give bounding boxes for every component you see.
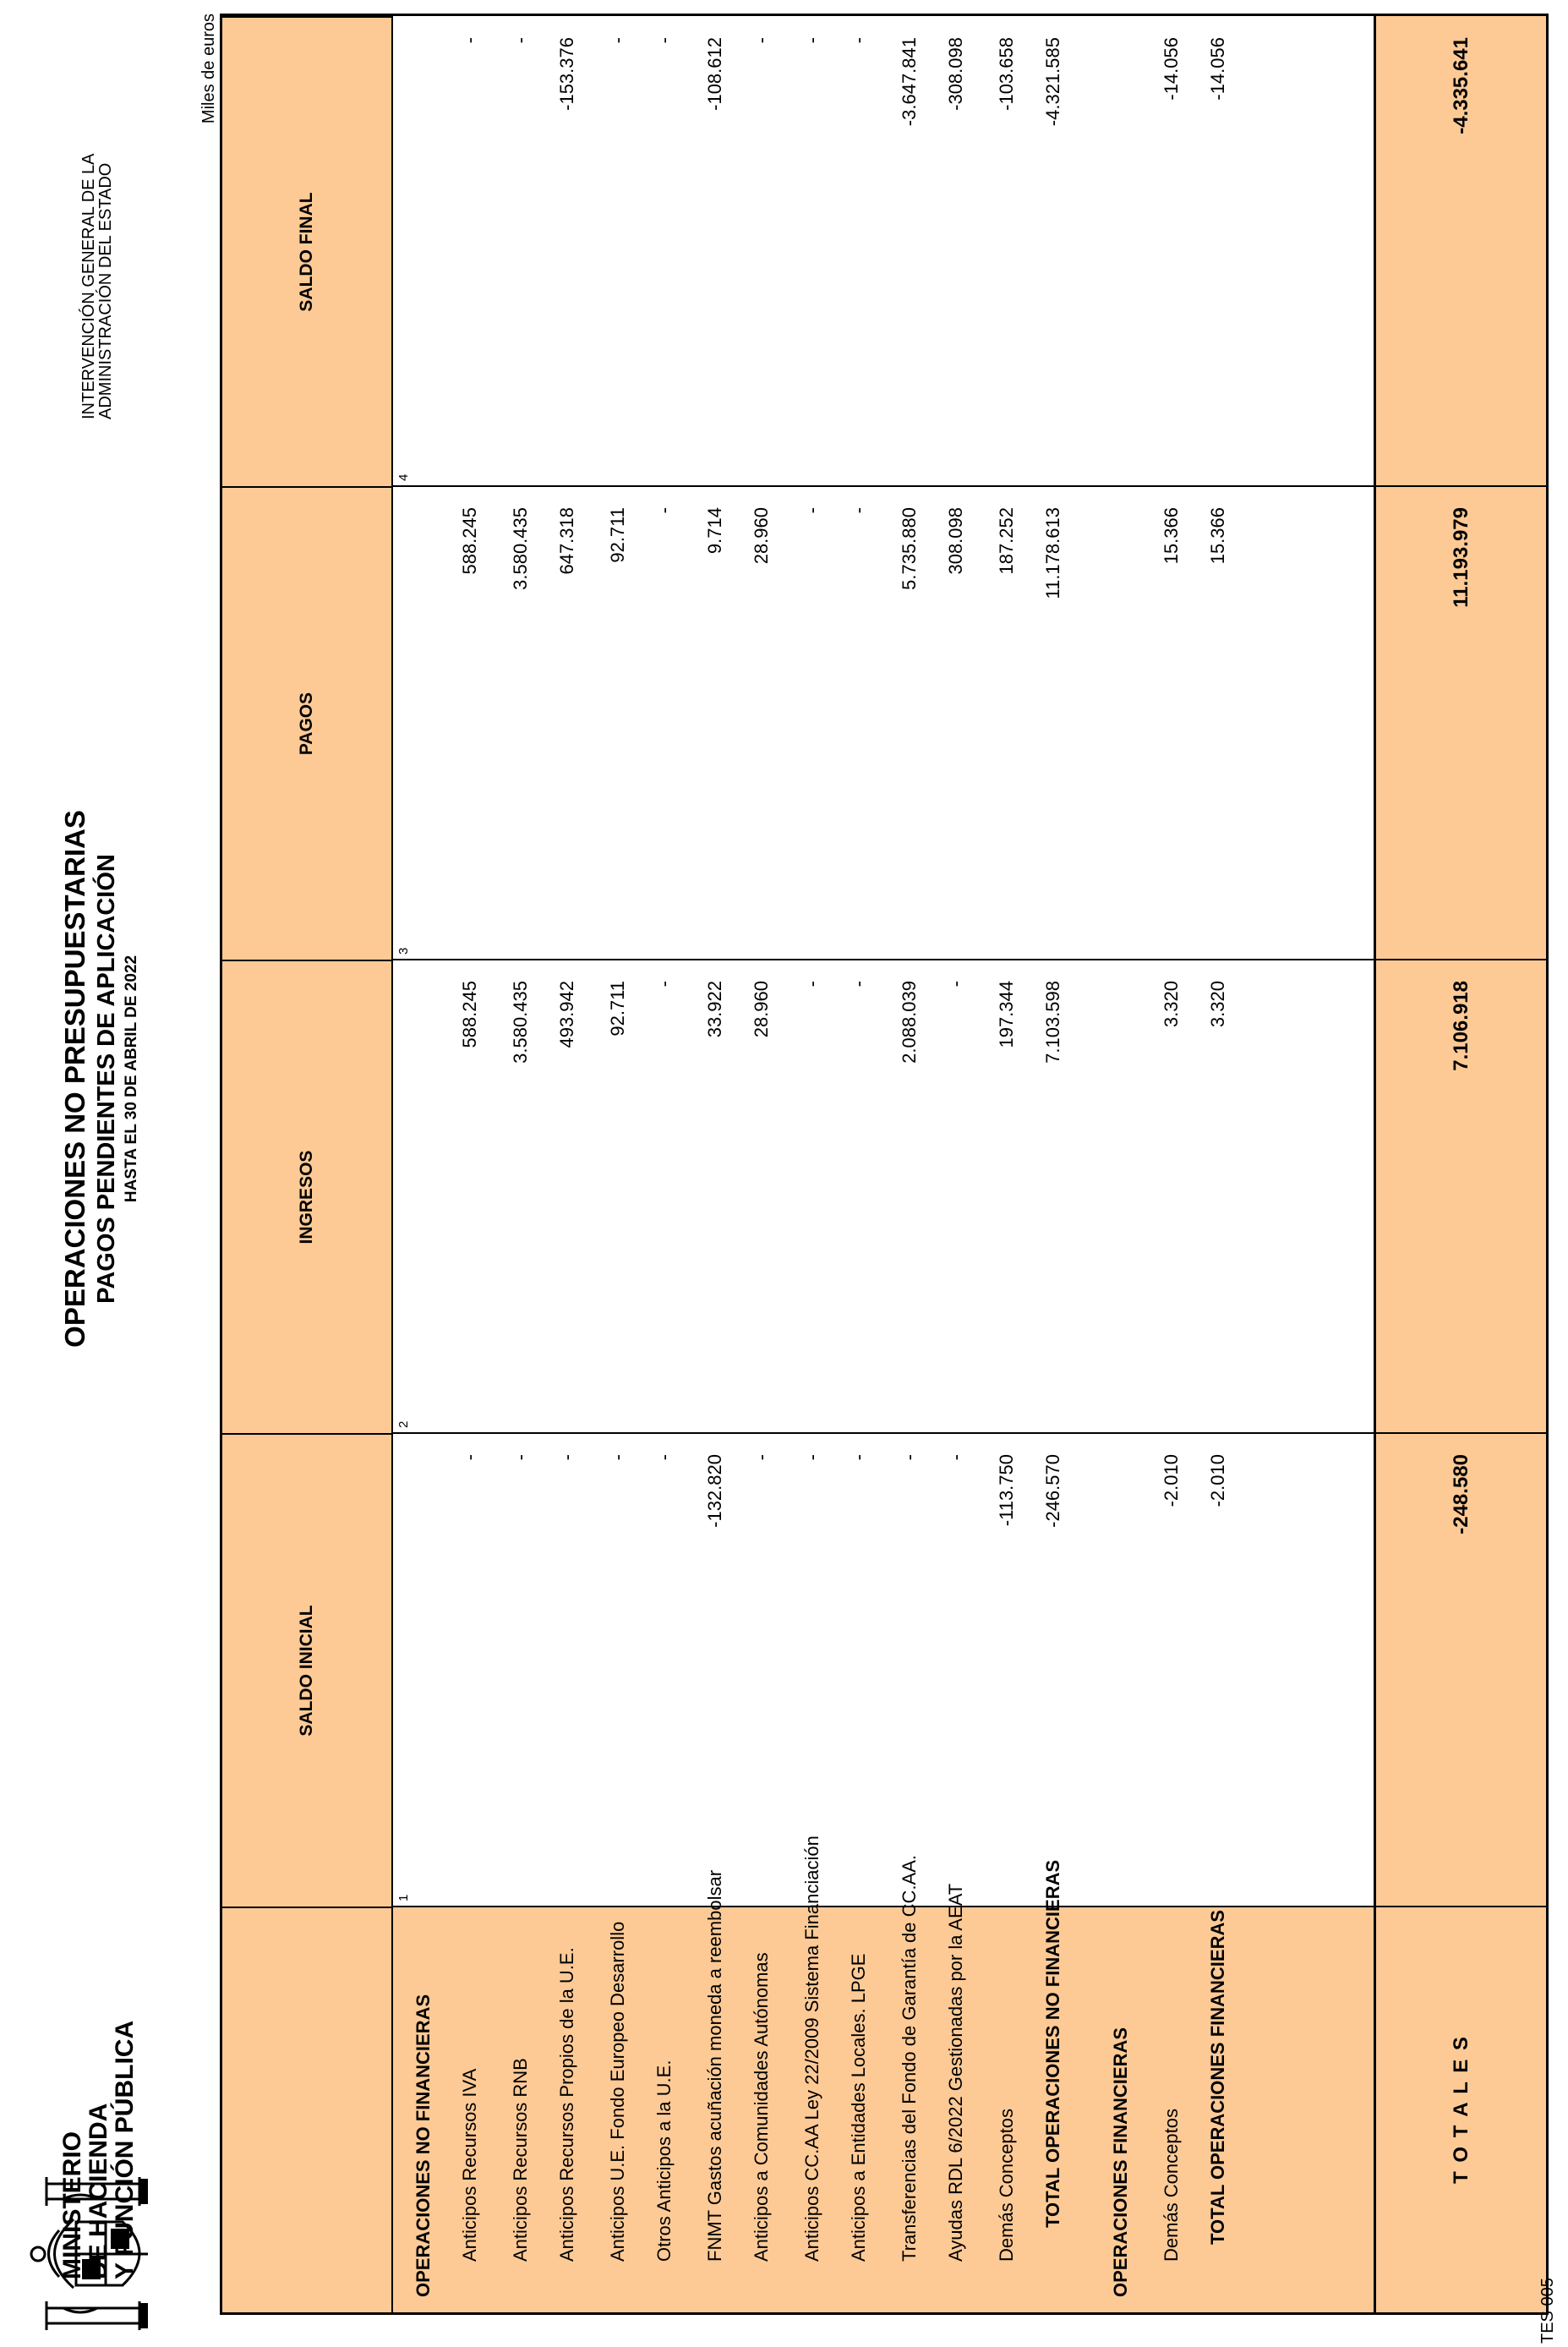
- table-row: [945, 16, 974, 2312]
- row-value: -: [653, 1454, 675, 1461]
- row-value: 308.098: [945, 507, 966, 575]
- row-value: -: [510, 1454, 531, 1461]
- header-label-cell: [222, 1907, 391, 2312]
- row-label: Ayudas RDL 6/2022 Gestionadas por la AEAT: [945, 1883, 966, 2262]
- total-saldo-inicial: -248.580: [1449, 1454, 1472, 1535]
- row-value: -: [899, 1454, 920, 1461]
- row-value: 15.366: [1161, 507, 1182, 565]
- total-pagos: 11.193.979: [1449, 507, 1472, 608]
- ministry-line-1: MINISTERIO: [58, 2131, 86, 2279]
- ministry-line-2: DE HACIENDA: [85, 2103, 112, 2279]
- row-value: -: [801, 1454, 822, 1461]
- row-value: -153.376: [556, 37, 577, 111]
- row-label: Demás Conceptos: [996, 2109, 1017, 2262]
- row-value: 3.320: [1207, 981, 1228, 1028]
- agency-line-1: INTERVENCIÓN GENERAL DE LA: [79, 153, 98, 419]
- row-value: 9.714: [704, 507, 725, 555]
- row-value: -: [945, 1454, 966, 1461]
- table-row: [459, 16, 488, 2312]
- row-value: -: [556, 1454, 577, 1461]
- row-label: Anticipos CC.AA Ley 22/2009 Sistema Financiación: [801, 1835, 822, 2262]
- row-value: -: [848, 507, 869, 514]
- row-value: -: [607, 37, 628, 44]
- header-pagos: PAGOS: [222, 486, 391, 960]
- row-value: 92.711: [607, 981, 628, 1037]
- table-row: [848, 16, 877, 2312]
- row-label: Anticipos a Comunidades Autónomas: [751, 1952, 772, 2262]
- row-value: -108.612: [704, 37, 725, 111]
- operations-table: [220, 14, 1549, 2315]
- ministry-line-3: Y FUNCIÓN PÚBLICA: [111, 2020, 139, 2279]
- table-row: [751, 16, 779, 2312]
- report-date: HASTA EL 30 DE ABRIL DE 2022: [123, 955, 140, 1203]
- row-value: -: [653, 507, 675, 514]
- row-label: Transferencias del Fondo de Garantía de CC.AA.: [899, 1855, 920, 2262]
- row-value: 11.178.613: [1042, 507, 1063, 599]
- table-row: [1161, 16, 1189, 2312]
- column-number: 3: [396, 947, 411, 955]
- row-value: 588.245: [459, 981, 480, 1048]
- agency-name: [80, 140, 114, 419]
- row-value: -: [801, 37, 822, 44]
- row-value: 2.088.039: [899, 981, 920, 1064]
- row-label: Anticipos U.E. Fondo Europeo Desarrollo: [607, 1921, 628, 2262]
- row-label: TOTAL OPERACIONES FINANCIERAS: [1207, 1909, 1228, 2245]
- row-label: Otros Anticipos a la U.E.: [653, 2060, 675, 2262]
- row-label: OPERACIONES FINANCIERAS: [1110, 2027, 1131, 2297]
- agency-line-2: ADMINISTRACIÓN DEL ESTADO: [96, 162, 115, 419]
- row-value: 92.711: [607, 507, 628, 563]
- row-value: -: [510, 37, 531, 44]
- row-value: -: [848, 1454, 869, 1461]
- row-value: -132.820: [704, 1454, 725, 1528]
- totals-label: T O T A L E S: [1449, 2035, 1472, 2184]
- row-label: Anticipos Recursos IVA: [459, 2068, 480, 2262]
- row-value: -: [653, 981, 675, 987]
- row-value: -: [607, 1454, 628, 1461]
- row-label: Anticipos Recursos RNB: [510, 2058, 531, 2262]
- row-value: 28.960: [751, 981, 772, 1038]
- row-value: 187.252: [996, 507, 1017, 575]
- row-value: 197.344: [996, 981, 1017, 1048]
- row-value: 493.942: [556, 981, 577, 1048]
- row-value: -: [945, 981, 966, 987]
- row-value: -2.010: [1161, 1454, 1182, 1507]
- row-label: TOTAL OPERACIONES NO FINANCIERAS: [1042, 1859, 1063, 2228]
- row-label: OPERACIONES NO FINANCIERAS: [412, 1994, 434, 2297]
- table-row: [653, 16, 682, 2312]
- row-value: -: [801, 507, 822, 514]
- table-row: [1110, 16, 1139, 2312]
- column-number: 4: [396, 473, 411, 481]
- total-ingresos: 7.106.918: [1449, 981, 1472, 1071]
- row-value: -113.750: [996, 1454, 1017, 1527]
- table-row: [510, 16, 538, 2312]
- header-saldo-inicial: SALDO INICIAL: [222, 1433, 391, 1907]
- table-row: [607, 16, 636, 2312]
- header-divider: [391, 16, 393, 2312]
- table-row: [899, 16, 927, 2312]
- table-row: [704, 16, 733, 2312]
- row-value: -14.056: [1207, 37, 1228, 101]
- row-value: -308.098: [945, 37, 966, 111]
- row-value: -4.321.585: [1042, 37, 1063, 127]
- report-title: OPERACIONES NO PRESUPUESTARIAS: [59, 810, 90, 1348]
- row-value: 33.922: [704, 981, 725, 1038]
- row-value: -2.010: [1207, 1454, 1228, 1507]
- report-titles: [59, 741, 141, 1417]
- row-value: 28.960: [751, 507, 772, 565]
- row-label: Anticipos a Entidades Locales. LPGE: [848, 1953, 869, 2262]
- table-row: [996, 16, 1024, 2312]
- row-value: 3.320: [1161, 981, 1182, 1028]
- row-value: 7.103.598: [1042, 981, 1063, 1064]
- header-ingresos: INGRESOS: [222, 960, 391, 1433]
- row-value: 15.366: [1207, 507, 1228, 565]
- report-subtitle: PAGOS PENDIENTES DE APLICACIÓN: [93, 854, 120, 1304]
- row-value: -: [848, 981, 869, 987]
- row-value: -: [751, 1454, 772, 1461]
- row-value: 3.580.435: [510, 507, 531, 590]
- row-value: -14.056: [1161, 37, 1182, 101]
- row-value: 5.735.880: [899, 507, 920, 590]
- total-saldo-final: -4.335.641: [1449, 37, 1472, 134]
- units-label: Miles de euros: [199, 14, 218, 124]
- table-row: [801, 16, 830, 2312]
- row-label: Anticipos Recursos Propios de la U.E.: [556, 1947, 577, 2262]
- row-value: -: [848, 37, 869, 44]
- row-value: -: [801, 981, 822, 987]
- totals-row: [1374, 16, 1546, 2312]
- table-row: [1042, 16, 1071, 2312]
- row-label: Demás Conceptos: [1161, 2109, 1182, 2262]
- column-number: 1: [396, 1894, 411, 1901]
- table-row: [1207, 16, 1236, 2312]
- row-value: -: [459, 37, 480, 44]
- table-row: [556, 16, 585, 2312]
- row-label: FNMT Gastos acuñación moneda a reembolsar: [704, 1869, 725, 2262]
- column-number: 2: [396, 1420, 411, 1428]
- row-value: -103.658: [996, 37, 1017, 111]
- row-value: 647.318: [556, 507, 577, 575]
- header-saldo-final: SALDO FINAL: [222, 16, 391, 486]
- row-value: -: [653, 37, 675, 44]
- row-value: -246.570: [1042, 1454, 1063, 1528]
- footer-code: TES 005: [1538, 2278, 1557, 2344]
- row-value: -3.647.841: [899, 37, 920, 127]
- table-row: [412, 16, 441, 2312]
- row-value: -: [751, 37, 772, 44]
- row-value: 3.580.435: [510, 981, 531, 1064]
- row-value: -: [459, 1454, 480, 1461]
- row-value: 588.245: [459, 507, 480, 575]
- ministry-name: [59, 2021, 138, 2279]
